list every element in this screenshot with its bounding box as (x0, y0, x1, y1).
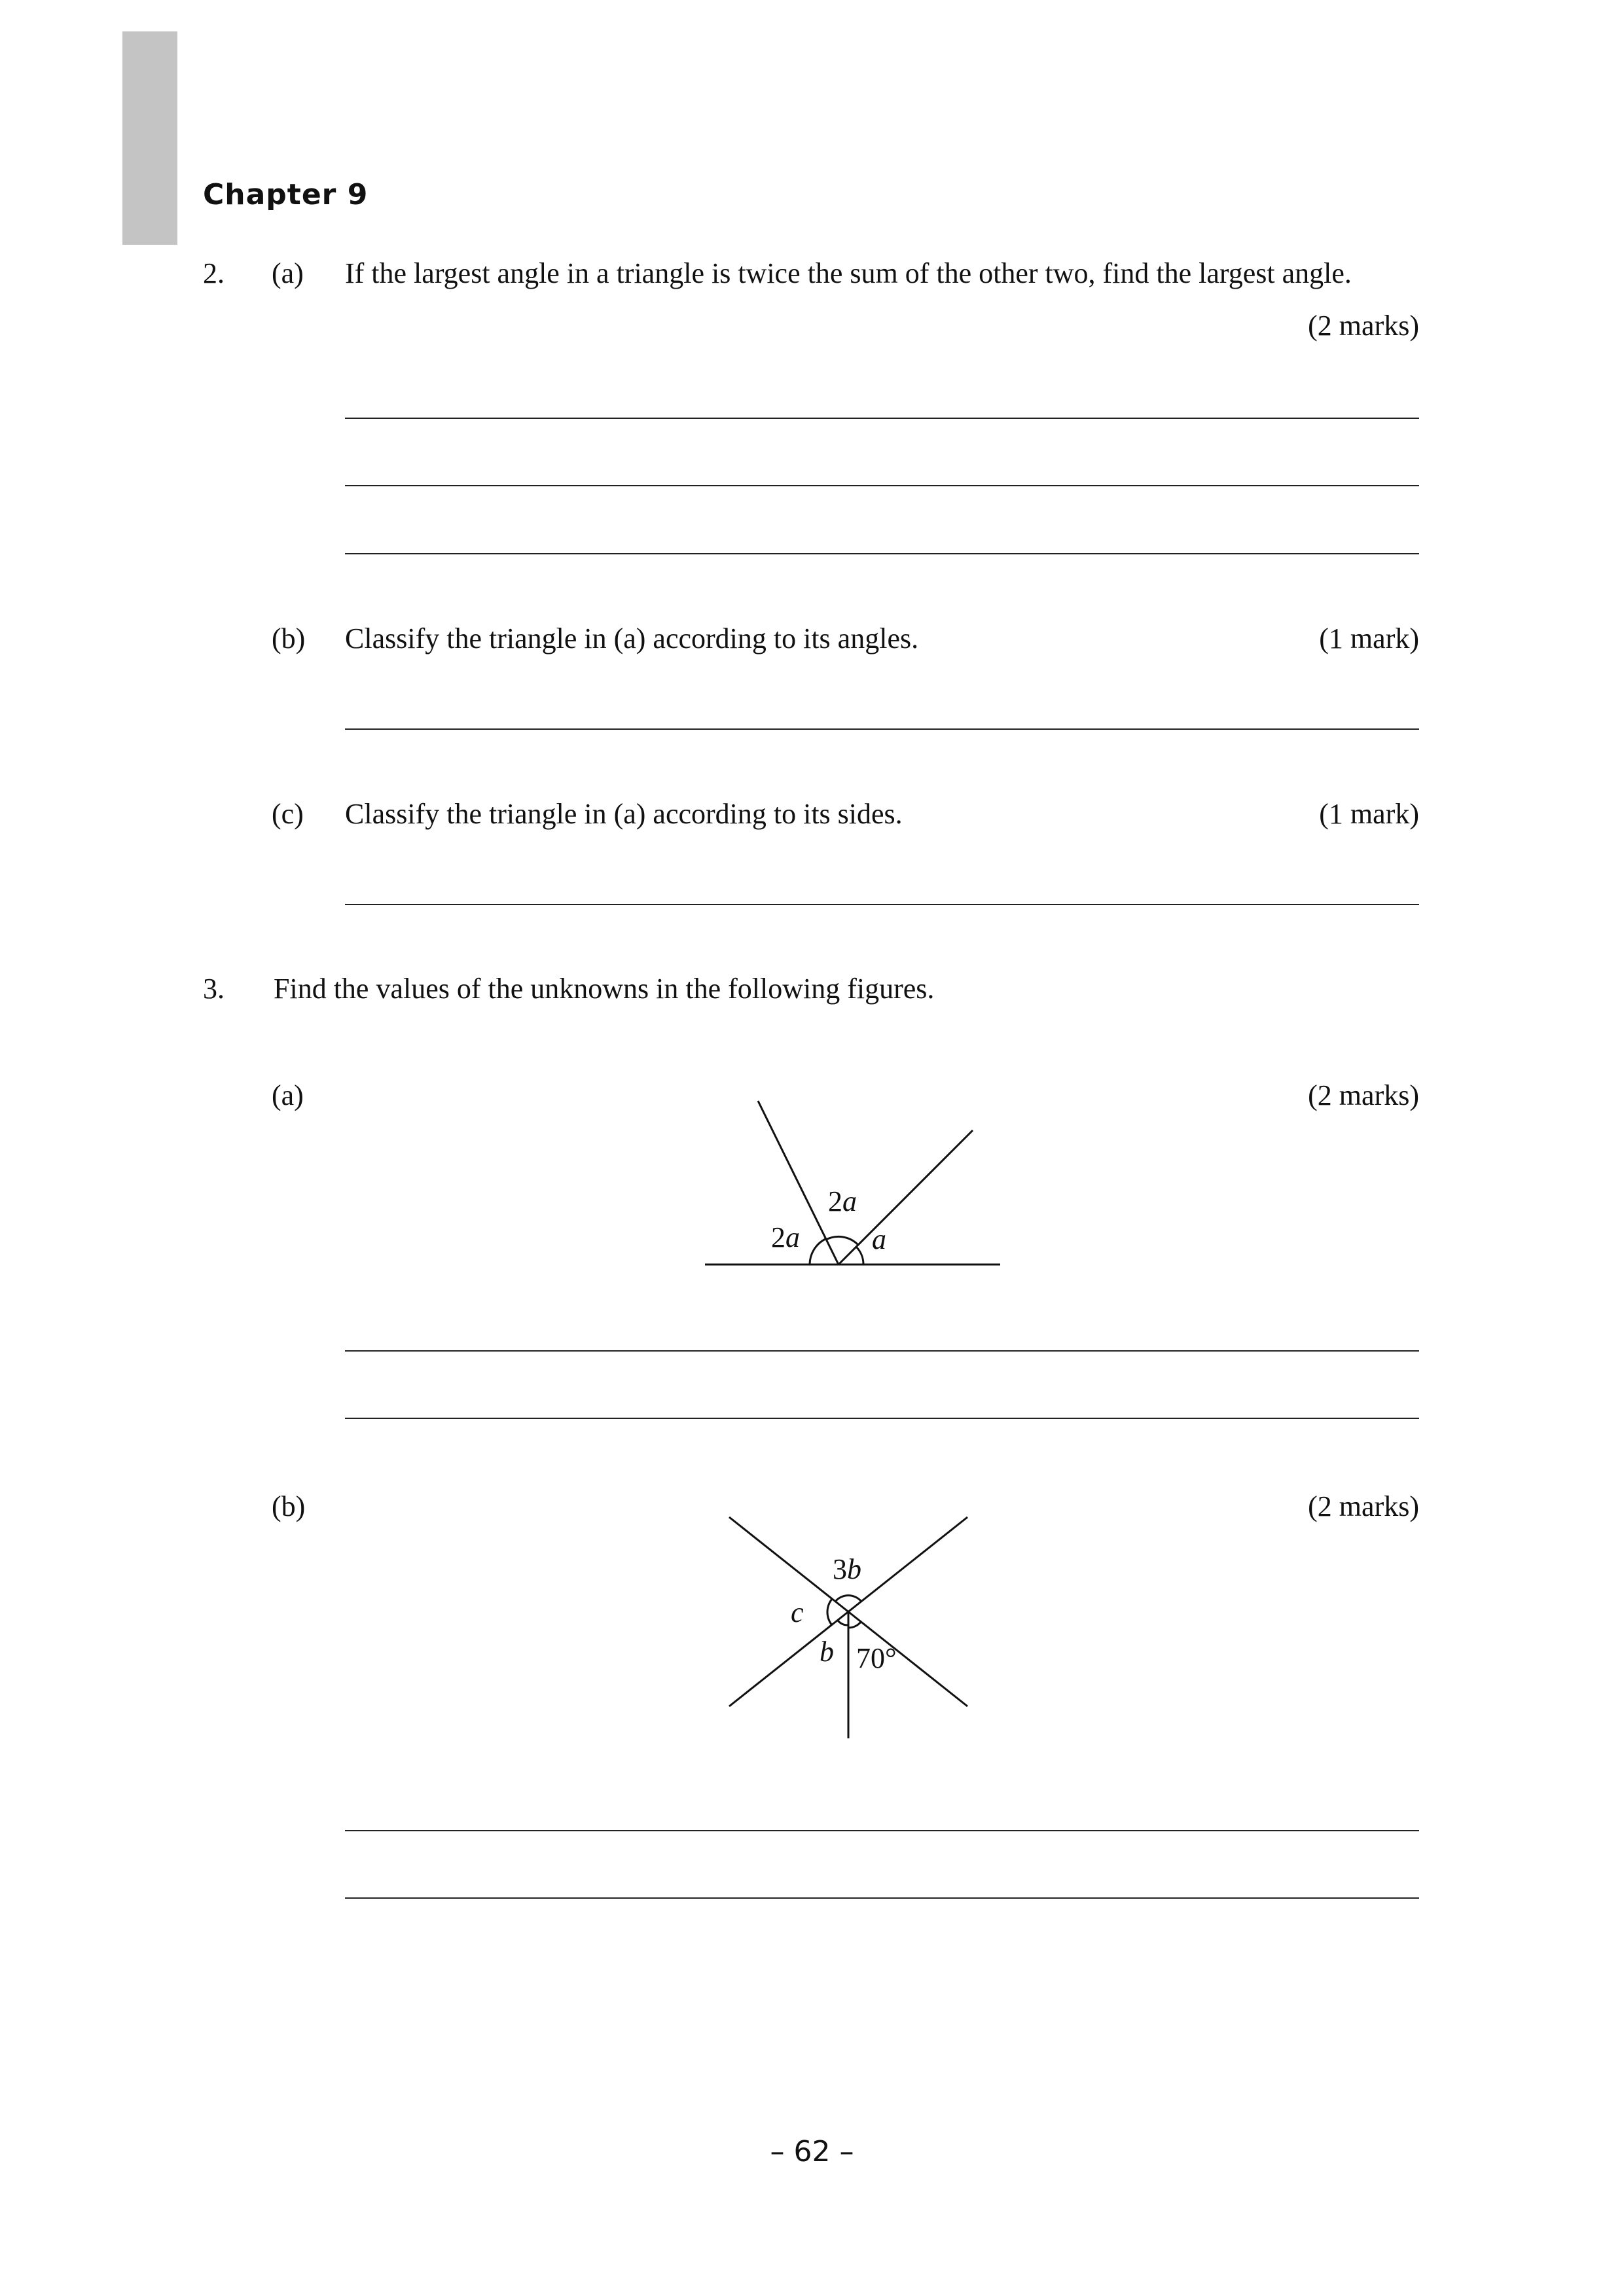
chapter-heading: Chapter 9 (203, 178, 369, 211)
figure-3a-left-label: 2a (771, 1221, 800, 1253)
question-3a-marks: (2 marks) (1308, 1079, 1419, 1111)
question-2b-text: Classify the triangle in (a) according to its angles. (345, 622, 919, 655)
figure-3b-top-angle-arc (835, 1596, 861, 1602)
answer-line (345, 1897, 1419, 1899)
answer-line (345, 1830, 1419, 1831)
page-number: – 62 – (770, 2135, 854, 2168)
question-2a-label: (a) (272, 257, 304, 289)
figure-3a-top-label: 2a (828, 1185, 857, 1217)
question-2-number: 2. (203, 257, 225, 289)
figure-3b-left-angle-arc (827, 1599, 832, 1625)
figure-3b-lower-right-angle-arc (848, 1622, 861, 1628)
figure-3b-lower-right-label: 70° (856, 1642, 897, 1674)
question-3-text: Find the values of the unknowns in the following figures. (274, 973, 935, 1005)
question-3a-label: (a) (272, 1079, 304, 1111)
figure-3b-top-label: 3b (833, 1553, 861, 1585)
figure-3a-right-label: a (872, 1223, 886, 1255)
question-3b-label: (b) (272, 1490, 306, 1522)
question-2a-marks: (2 marks) (1308, 310, 1419, 342)
figure-3b-lower-left-angle-arc (838, 1621, 848, 1625)
question-3b-marks: (2 marks) (1308, 1490, 1419, 1522)
figure-3b-lower-left-label: b (820, 1636, 834, 1668)
question-2b-marks: (1 mark) (1319, 622, 1419, 655)
question-2b-label: (b) (272, 622, 306, 655)
question-3-number: 3. (203, 973, 225, 1005)
question-2a-text: If the largest angle in a triangle is twice the sum of the other two, find the largest angle. (345, 257, 1352, 289)
question-2c-text: Classify the triangle in (a) according to its sides. (345, 798, 903, 830)
question-2c-label: (c) (272, 798, 304, 830)
question-2c-marks: (1 mark) (1319, 798, 1419, 830)
figure-3b-left-label: c (791, 1596, 804, 1628)
